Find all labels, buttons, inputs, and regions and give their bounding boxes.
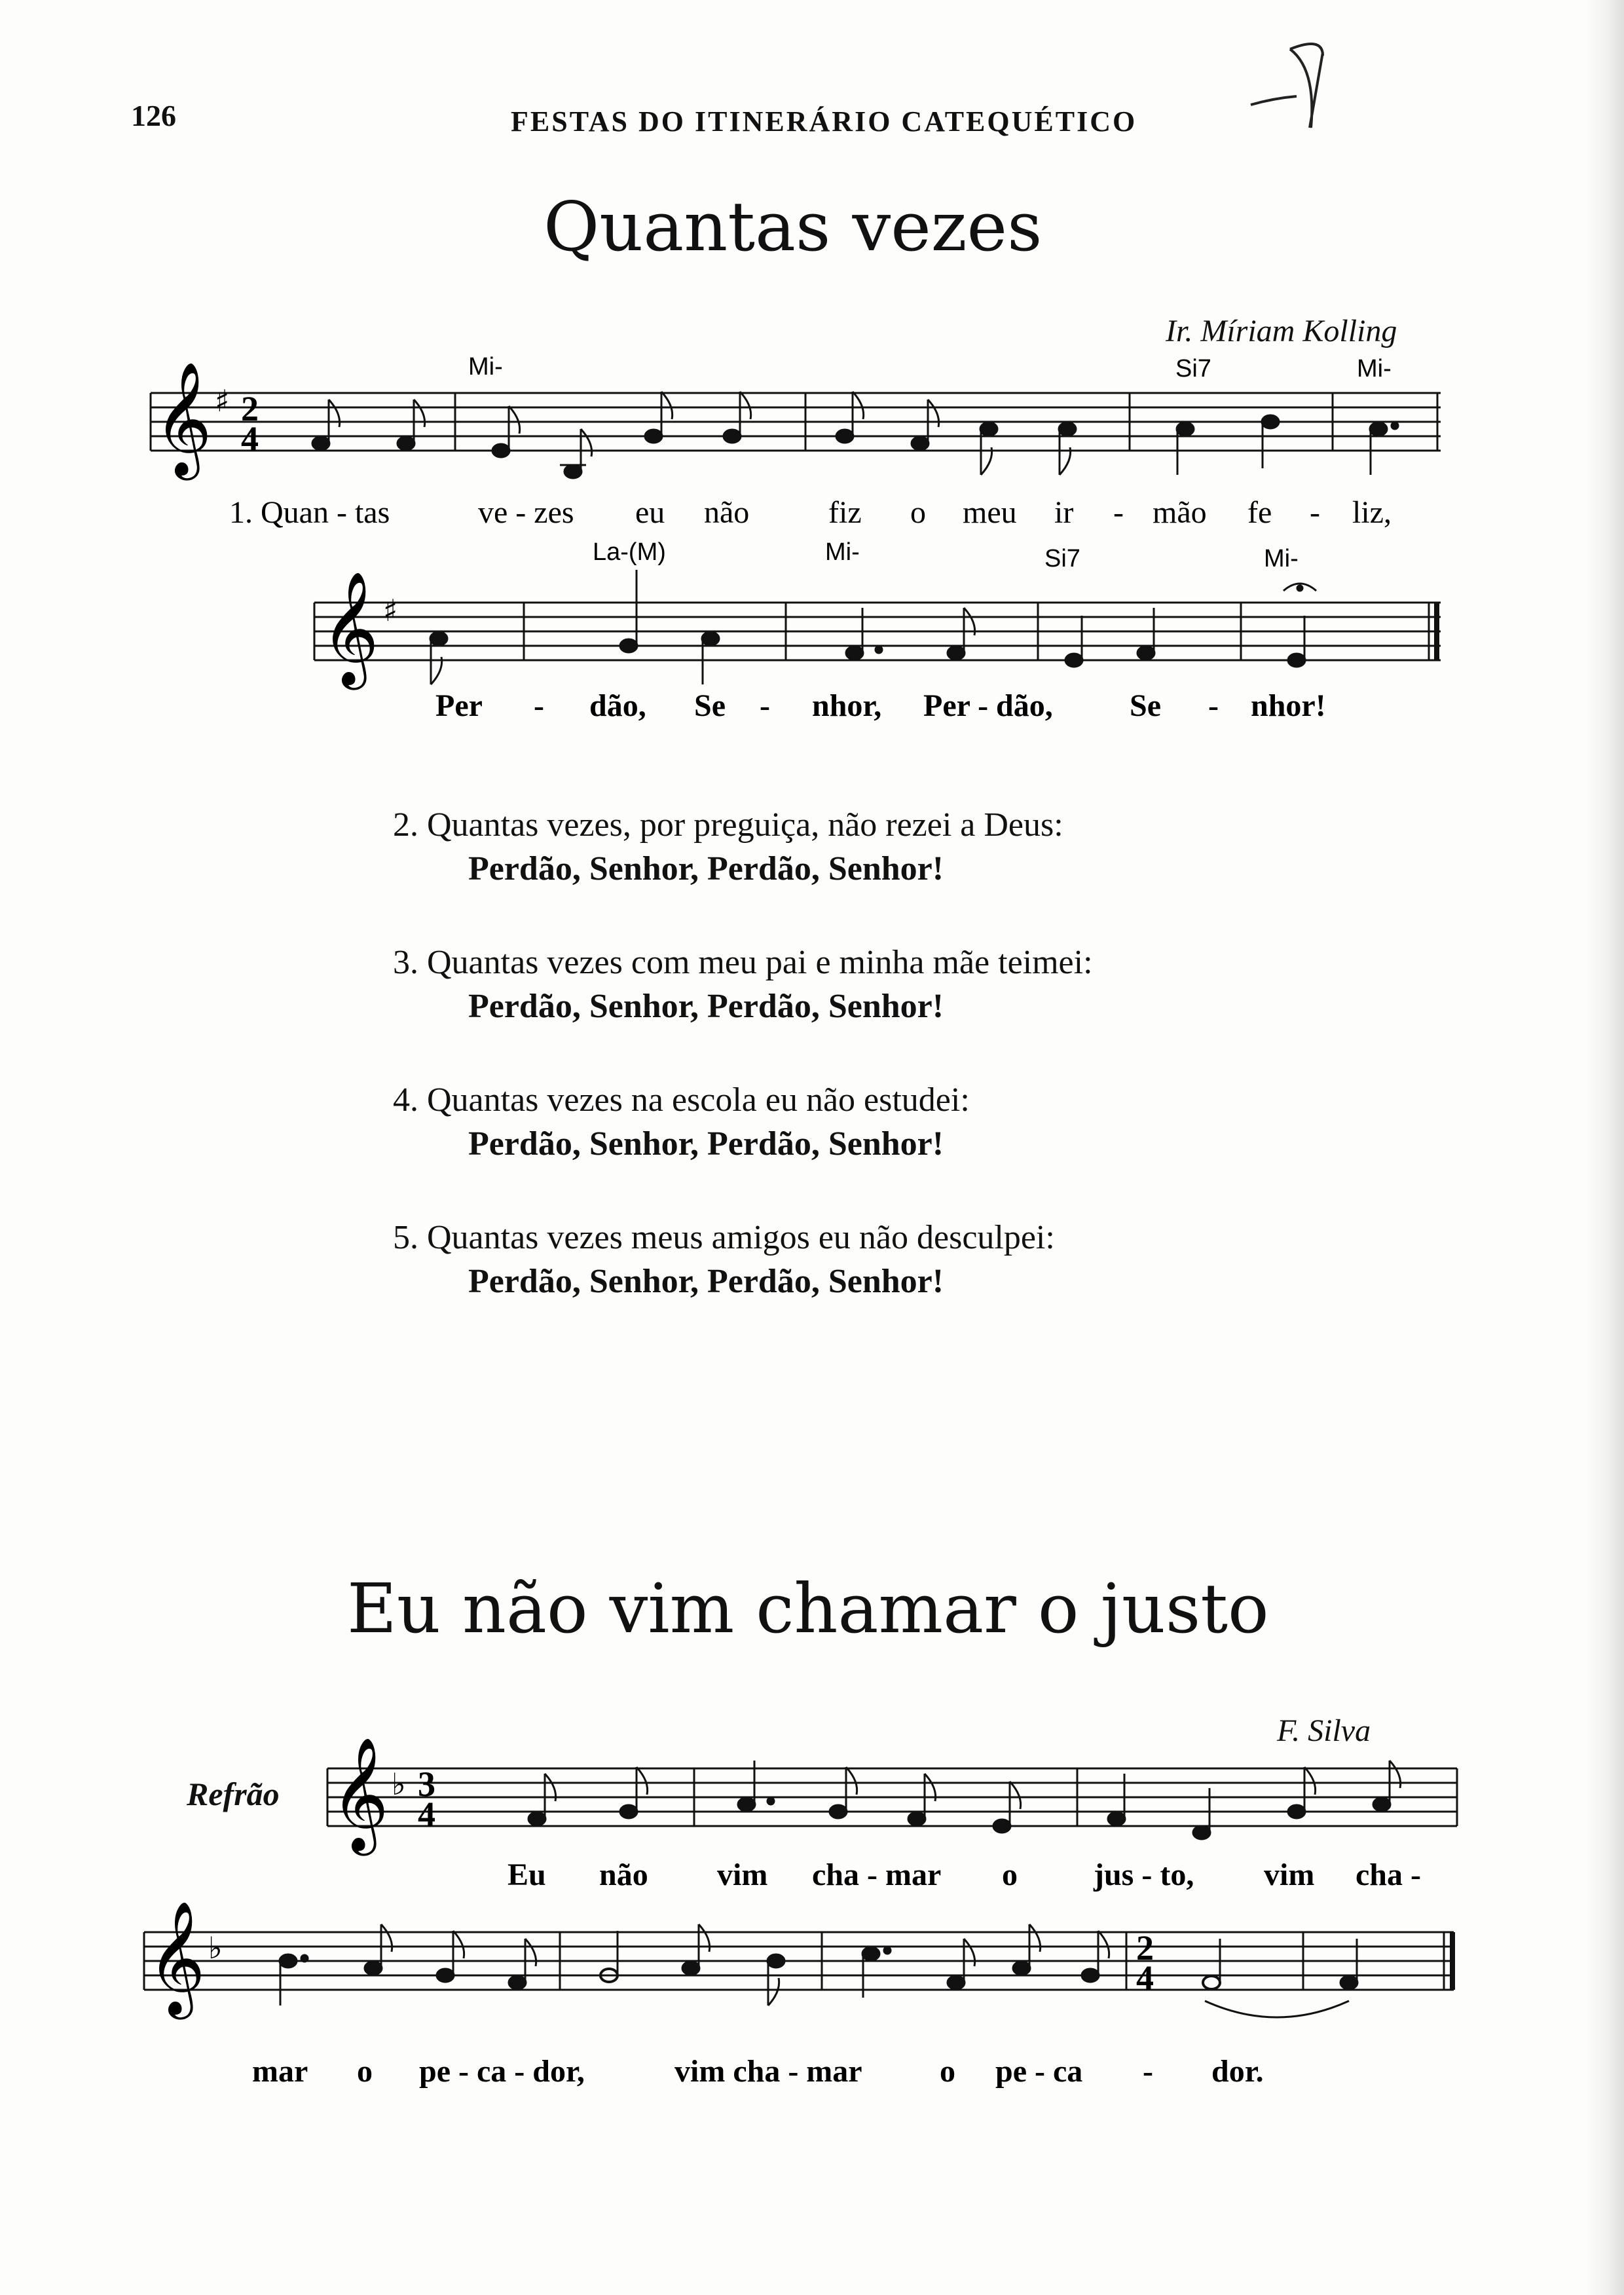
lyric: - — [1143, 2054, 1153, 2089]
note — [993, 1819, 1010, 1833]
lyric: o — [1002, 1857, 1018, 1892]
note — [1082, 1969, 1099, 1982]
chord: Mi- — [825, 538, 860, 566]
verse-text: 2. Quantas vezes, por preguiça, não rezei a Deus: — [393, 806, 1063, 844]
verse-4 — [393, 1081, 970, 1163]
flat-sign: ♭ — [208, 1930, 223, 1966]
note — [1137, 646, 1154, 660]
refrain-label: Refrão — [187, 1776, 280, 1812]
note — [1177, 422, 1194, 436]
chord: La-(M) — [593, 538, 666, 566]
lyric: cha - mar — [812, 1857, 942, 1892]
note — [1013, 1962, 1030, 1975]
note — [312, 437, 329, 450]
note — [1373, 1798, 1390, 1811]
verse-refrain: Perdão, Senhor, Perdão, Senhor! — [468, 988, 944, 1025]
note — [767, 1954, 784, 1968]
note — [1059, 422, 1076, 436]
note — [912, 437, 929, 450]
note — [908, 1812, 925, 1825]
lyric: dão, — [589, 688, 646, 723]
note — [1065, 654, 1082, 667]
note — [528, 1812, 545, 1825]
note — [1340, 1976, 1357, 1989]
lyric: Per - dão, — [923, 688, 1053, 723]
staff-song1-line2 — [308, 531, 1454, 727]
lyric: meu — [963, 495, 1017, 530]
note — [430, 632, 447, 645]
chord: Mi- — [1357, 355, 1392, 382]
lyric: Se — [694, 688, 726, 723]
lyric: pe - ca - dor, — [419, 2054, 585, 2089]
verse-text: 5. Quantas vezes meus amigos eu não desculpei: — [393, 1219, 1055, 1256]
note — [1288, 1805, 1305, 1818]
time-sig-bottom: 4 — [241, 419, 259, 458]
lyric: não — [599, 1857, 648, 1892]
note — [492, 444, 509, 457]
verse-refrain: Perdão, Senhor, Perdão, Senhor! — [468, 1263, 944, 1300]
lyric: ve - zes — [478, 495, 574, 530]
note — [980, 422, 997, 436]
verse-5 — [393, 1218, 1055, 1301]
lyric: cha - — [1356, 1857, 1421, 1892]
note — [846, 646, 863, 660]
lyric: jus - to, — [1094, 1857, 1194, 1892]
verse-text: 3. Quantas vezes com meu pai e minha mãe teimei: — [393, 944, 1093, 981]
time-sig-top: 3 — [418, 1764, 435, 1804]
verse-2 — [393, 806, 1063, 888]
lyric: vim — [1264, 1857, 1315, 1892]
flat-sign: ♭ — [392, 1766, 406, 1802]
lyric: - — [1208, 688, 1219, 723]
lyric: não — [704, 495, 750, 530]
time-sig-change-top: 2 — [1136, 1928, 1154, 1968]
note — [1108, 1812, 1125, 1825]
verse-refrain: Perdão, Senhor, Perdão, Senhor! — [468, 850, 944, 887]
lyric: nhor! — [1251, 688, 1326, 723]
lyric: - — [1310, 495, 1320, 530]
note — [862, 1947, 879, 1960]
chord: Mi- — [468, 354, 503, 381]
lyric: 1. Quan - tas — [229, 495, 390, 530]
treble-clef: 𝄞 — [331, 1737, 389, 1851]
composer-song2: F. Silva — [1277, 1713, 1371, 1748]
lyric: fiz — [828, 495, 862, 530]
lyric: pe - ca — [995, 2054, 1083, 2089]
song-title-quantas-vezes: Quantas vezes — [544, 187, 1043, 267]
note — [1370, 422, 1387, 436]
time-sig-top: 2 — [241, 389, 259, 428]
chord: Si7 — [1175, 355, 1211, 382]
verse-refrain: Perdão, Senhor, Perdão, Senhor! — [468, 1125, 944, 1163]
lyric: Per — [435, 688, 483, 723]
page-number: 126 — [131, 99, 176, 132]
note — [620, 1805, 637, 1818]
treble-clef: 𝄞 — [321, 571, 379, 685]
sharp-sign: ♯ — [215, 383, 230, 419]
composer-song1: Ir. Míriam Kolling — [1166, 314, 1397, 348]
lyric: eu — [635, 495, 665, 530]
pencil-annotation — [1244, 36, 1388, 138]
note — [830, 1805, 847, 1818]
note — [1193, 1826, 1210, 1839]
time-sig-bottom: 4 — [418, 1795, 435, 1834]
note — [280, 1954, 297, 1968]
lyric: fe — [1247, 495, 1272, 530]
note — [365, 1962, 382, 1975]
note — [682, 1962, 699, 1975]
note — [1262, 415, 1279, 428]
page-edge-shadow — [1585, 0, 1624, 2295]
lyric: mão — [1153, 495, 1207, 530]
note — [564, 465, 581, 478]
note — [645, 430, 662, 443]
note — [509, 1976, 526, 1989]
note — [702, 632, 719, 645]
staff-song2-line2 — [131, 1886, 1467, 2102]
lyric: Eu — [507, 1857, 546, 1892]
lyric: liz, — [1352, 495, 1392, 530]
lyric: - — [1113, 495, 1124, 530]
lyric: - — [534, 688, 544, 723]
lyric: nhor, — [812, 688, 882, 723]
note — [948, 646, 965, 660]
note — [1203, 1976, 1220, 1989]
treble-clef: 𝄞 — [147, 1901, 206, 2015]
verse-text: 4. Quantas vezes na escola eu não estudei: — [393, 1081, 970, 1119]
lyric: Se — [1130, 688, 1161, 723]
note — [437, 1969, 454, 1982]
note — [738, 1798, 755, 1811]
staff-song1-line1 — [131, 354, 1454, 550]
time-sig-change-bottom: 4 — [1136, 1958, 1154, 1998]
song-title-eu-nao-vim: Eu não vim chamar o justo — [347, 1569, 1269, 1649]
lyric: o — [357, 2054, 373, 2089]
running-header: FESTAS DO ITINERÁRIO CATEQUÉTICO — [511, 105, 1137, 138]
lyric: dor. — [1211, 2054, 1264, 2089]
sharp-sign: ♯ — [383, 593, 398, 628]
note — [948, 1976, 965, 1989]
lyric: mar — [252, 2054, 308, 2089]
note — [397, 437, 415, 450]
chord: Si7 — [1044, 545, 1080, 572]
verse-3 — [393, 943, 1093, 1026]
note — [620, 639, 637, 652]
lyric: vim — [717, 1857, 768, 1892]
lyric: - — [760, 688, 770, 723]
note — [1288, 654, 1305, 667]
chord: Mi- — [1264, 545, 1299, 572]
lyric: o — [910, 495, 926, 530]
note — [724, 430, 741, 443]
lyric: o — [940, 2054, 955, 2089]
note — [836, 430, 853, 443]
treble-clef: 𝄞 — [154, 362, 212, 476]
lyric: vim cha - mar — [674, 2054, 862, 2089]
lyric: ir — [1054, 495, 1074, 530]
